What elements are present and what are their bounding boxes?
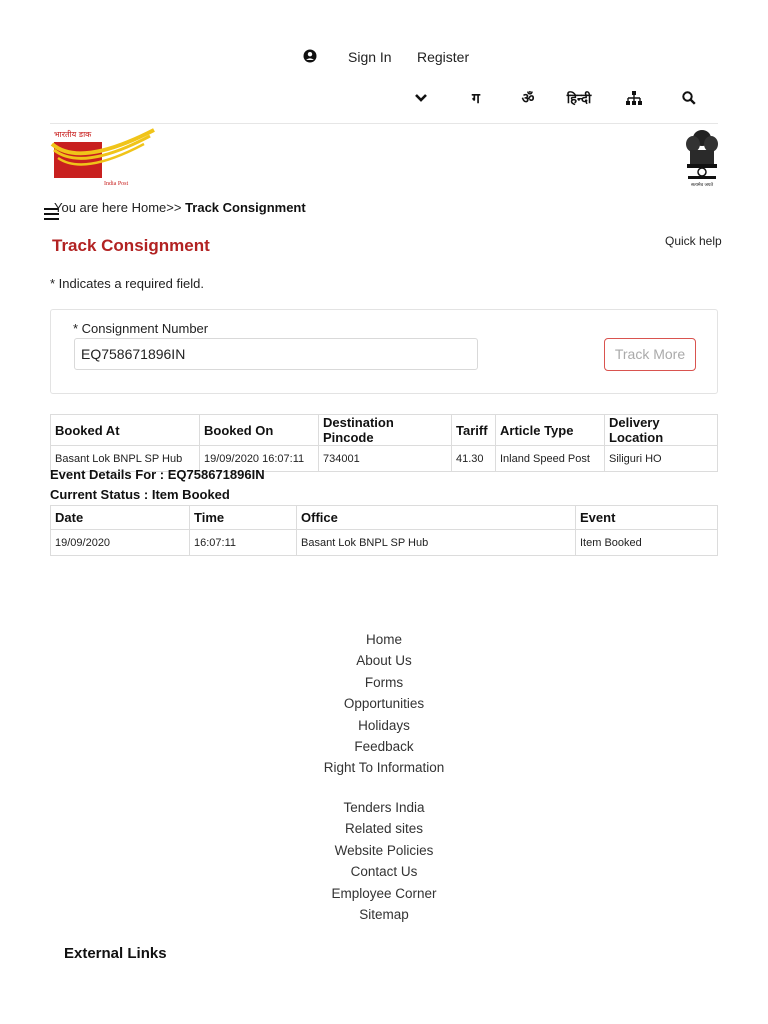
footer-link-about-us[interactable]: About Us xyxy=(356,653,412,669)
chevron-down-icon[interactable] xyxy=(412,86,430,110)
breadcrumb-current: Track Consignment xyxy=(185,200,306,215)
table-header: Booked At xyxy=(51,415,200,446)
footer-link-home[interactable]: Home xyxy=(365,632,402,647)
footer-link-contact-us[interactable]: Contact Us xyxy=(350,864,418,880)
text-size-icon[interactable]: ग xyxy=(472,90,480,107)
table-cell: Basant Lok BNPL SP Hub xyxy=(297,530,576,556)
india-post-logo[interactable] xyxy=(50,128,156,188)
logo-english-text: India Post xyxy=(104,181,129,187)
footer-links-secondary xyxy=(284,797,484,925)
table-header: Article Type xyxy=(496,415,605,446)
current-status: Current Status : Item Booked xyxy=(50,487,230,502)
national-emblem-logo xyxy=(684,128,720,188)
track-more-button[interactable]: Track More xyxy=(604,338,696,371)
table-header: Event xyxy=(576,506,718,530)
table-cell: Inland Speed Post xyxy=(496,446,605,472)
user-icon xyxy=(303,49,317,63)
table-header: Destination Pincode xyxy=(319,415,452,446)
sign-in-link[interactable]: Sign In xyxy=(348,49,392,65)
register-link[interactable]: Register xyxy=(417,49,470,65)
table-cell: Basant Lok BNPL SP Hub xyxy=(51,446,200,472)
table-cell: Item Booked xyxy=(576,530,718,556)
footer-link-sitemap[interactable]: Sitemap xyxy=(359,906,409,922)
logo-hindi-text: भारतीय डाक xyxy=(54,130,92,139)
footer-link-tenders[interactable]: Tenders India xyxy=(343,800,425,815)
booking-table xyxy=(50,414,718,472)
external-links-heading: External Links xyxy=(64,945,167,962)
footer-link-website-policies[interactable]: Website Policies xyxy=(334,842,434,858)
footer-link-related-sites[interactable]: Related sites xyxy=(344,821,424,837)
consignment-number-input[interactable]: EQ758671896IN xyxy=(74,338,478,370)
table-header: Office xyxy=(297,506,576,530)
event-details-heading: Event Details For : EQ758671896IN xyxy=(50,467,265,482)
table-header: Booked On xyxy=(200,415,319,446)
table-row xyxy=(51,530,718,556)
required-note: * Indicates a required field. xyxy=(50,276,204,291)
table-cell: 19/09/2020 xyxy=(51,530,190,556)
breadcrumb-prefix[interactable]: You are here Home>> xyxy=(54,200,186,215)
om-icon[interactable]: ॐ xyxy=(521,90,535,107)
footer-link-forms[interactable]: Forms xyxy=(364,674,404,690)
footer-link-rti[interactable]: Right To Information xyxy=(323,760,445,776)
table-cell: Siliguri HO xyxy=(605,446,718,472)
hindi-language-link[interactable]: हिन्दी xyxy=(566,92,592,107)
header-divider xyxy=(50,123,718,124)
table-header: Delivery Location xyxy=(605,415,718,446)
search-icon[interactable] xyxy=(680,86,698,110)
table-header-row xyxy=(51,506,718,530)
table-header: Date xyxy=(51,506,190,530)
page-title: Track Consignment xyxy=(52,236,210,255)
footer-link-opportunities[interactable]: Opportunities xyxy=(343,696,425,712)
table-cell: 19/09/2020 16:07:11 xyxy=(200,446,319,472)
table-cell: 16:07:11 xyxy=(190,530,297,556)
quick-help-link[interactable]: Quick help xyxy=(665,234,722,248)
table-header-row xyxy=(51,415,718,446)
table-header: Time xyxy=(190,506,297,530)
top-bar xyxy=(0,45,768,69)
sitemap-icon[interactable] xyxy=(624,86,644,110)
footer-link-feedback[interactable]: Feedback xyxy=(354,738,414,754)
event-table xyxy=(50,505,718,556)
table-cell: 41.30 xyxy=(452,446,496,472)
table-header: Tariff xyxy=(452,415,496,446)
breadcrumb xyxy=(54,200,306,215)
footer-link-holidays[interactable]: Holidays xyxy=(358,717,410,733)
emblem-motto: सत्यमेव जयते xyxy=(690,183,714,188)
table-cell: 734001 xyxy=(319,446,452,472)
utility-icons xyxy=(0,86,768,112)
footer-link-employee-corner[interactable]: Employee Corner xyxy=(331,885,437,901)
consignment-label: * Consignment Number xyxy=(73,321,209,336)
footer-links-primary xyxy=(284,629,484,779)
